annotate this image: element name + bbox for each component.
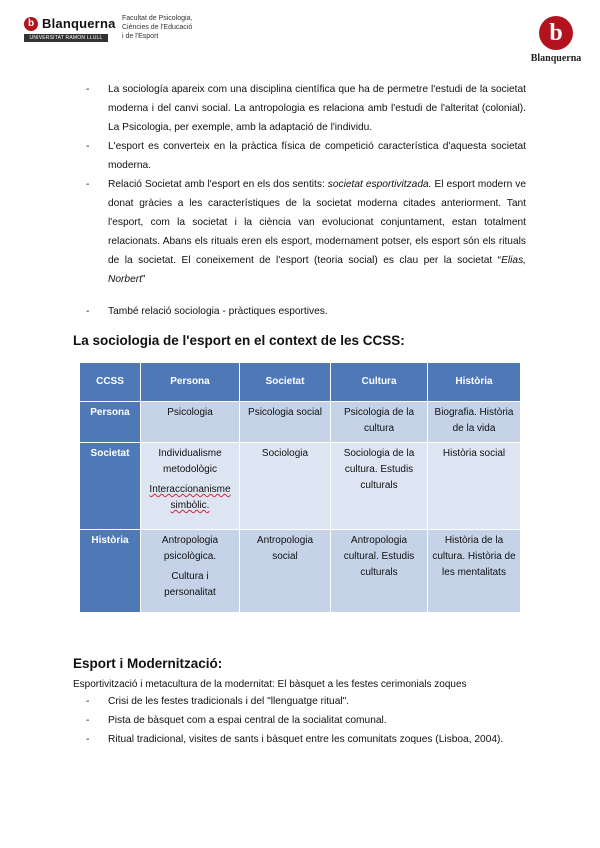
ccss-table (79, 362, 521, 613)
modernization-intro: Esportivització i metacultura de la modernitat: El bàsquet a les festes cerimonials zoques (73, 679, 467, 690)
list-item: - Relació Societat amb l'esport en els dos sentits: societat esportivitzada. El esport modern ve donat gràcies a les característiques de la societat moderna citades anteriorment. Tant l'esport, com la societat i la ciència van evolucionat conjuntament, estan totalment relacionats. Abans els rituals eren els esport, modernament potser, els esport són els rituals de la societat. El coneixement de l'esport (teoria social) es clau per la societat “Elias, Norbert” (86, 175, 526, 289)
header-logo-left (24, 16, 116, 48)
header-cell: Societat (240, 363, 331, 402)
table-cell: Psicologia social (240, 402, 331, 443)
list-item: - Crisi de les festes tradicionals i del "llenguatge ritual". (86, 692, 526, 711)
brand-name: Blanquerna (42, 16, 116, 31)
modernization-bullet-list (86, 692, 526, 749)
row-label: Societat (80, 443, 141, 530)
list-item: - L'esport es converteix en la pràctica física de competició característica d'aquesta societat moderna. (86, 137, 526, 175)
table-cell: Antropologia psicològica. Cultura i personalitat (141, 530, 240, 613)
table-cell: Individualisme metodològic Interaccionanisme simbòlic. (141, 443, 240, 530)
blanquerna-emblem-icon: b (539, 16, 573, 50)
right-brand-name: Blanquerna (530, 53, 582, 64)
blanquerna-logo-icon: b (24, 17, 38, 31)
table-cell: Sociologia (240, 443, 331, 530)
table-cell: Antropologia cultural. Estudis culturals (331, 530, 428, 613)
spellcheck-underlined-text: Interaccionanisme simbòlic. (149, 484, 231, 511)
table-cell: Psicologia de la cultura (331, 402, 428, 443)
university-bar: UNIVERSITAT RAMON LLULL (24, 34, 108, 42)
table-cell: Història de la cultura. Història de les mentalitats (428, 530, 521, 613)
table-header-row (80, 363, 521, 402)
row-label: Persona (80, 402, 141, 443)
table-row (80, 402, 521, 443)
table-row (80, 530, 521, 613)
list-item: - Pista de bàsquet com a espai central de la socialitat comunal. (86, 711, 526, 730)
list-item: - La sociología apareix com una disciplina científica que ha de permetre l'estudi de la societat moderna i del canvi social. La antropologia es relaciona amb l'estudi de l'alteritat (colonial). La Psicologia, per exemple, amb la adaptació de l'individu. (86, 80, 526, 137)
table-cell: Història social (428, 443, 521, 530)
table-heading: La sociologia de l'esport en el context de les CCSS: (73, 333, 405, 348)
header-cell: Història (428, 363, 521, 402)
intro-bullet-list (86, 80, 526, 289)
header-cell: Persona (141, 363, 240, 402)
table-cell: Biografia. Història de la vida (428, 402, 521, 443)
table-cell: Sociologia de la cultura. Estudis culturals (331, 443, 428, 530)
header-logo-right (526, 16, 586, 64)
header-cell: Cultura (331, 363, 428, 402)
table-row (80, 443, 521, 530)
table-cell: Antropologia social (240, 530, 331, 613)
header-cell: CCSS (80, 363, 141, 402)
faculty-name: Facultat de Psicologia, Ciències de l'Educació i de l'Esport (122, 15, 193, 40)
table-cell: Psicologia (141, 402, 240, 443)
row-label: Història (80, 530, 141, 613)
list-item: - Ritual tradicional, visites de sants i bàsquet entre les comunitats zoques (Lisboa, 2004). (86, 730, 526, 749)
modernization-heading: Esport i Modernització: (73, 656, 223, 671)
list-item: - També relació sociologia - pràctiques esportives. (86, 302, 526, 321)
extra-bullet-list (86, 302, 526, 321)
